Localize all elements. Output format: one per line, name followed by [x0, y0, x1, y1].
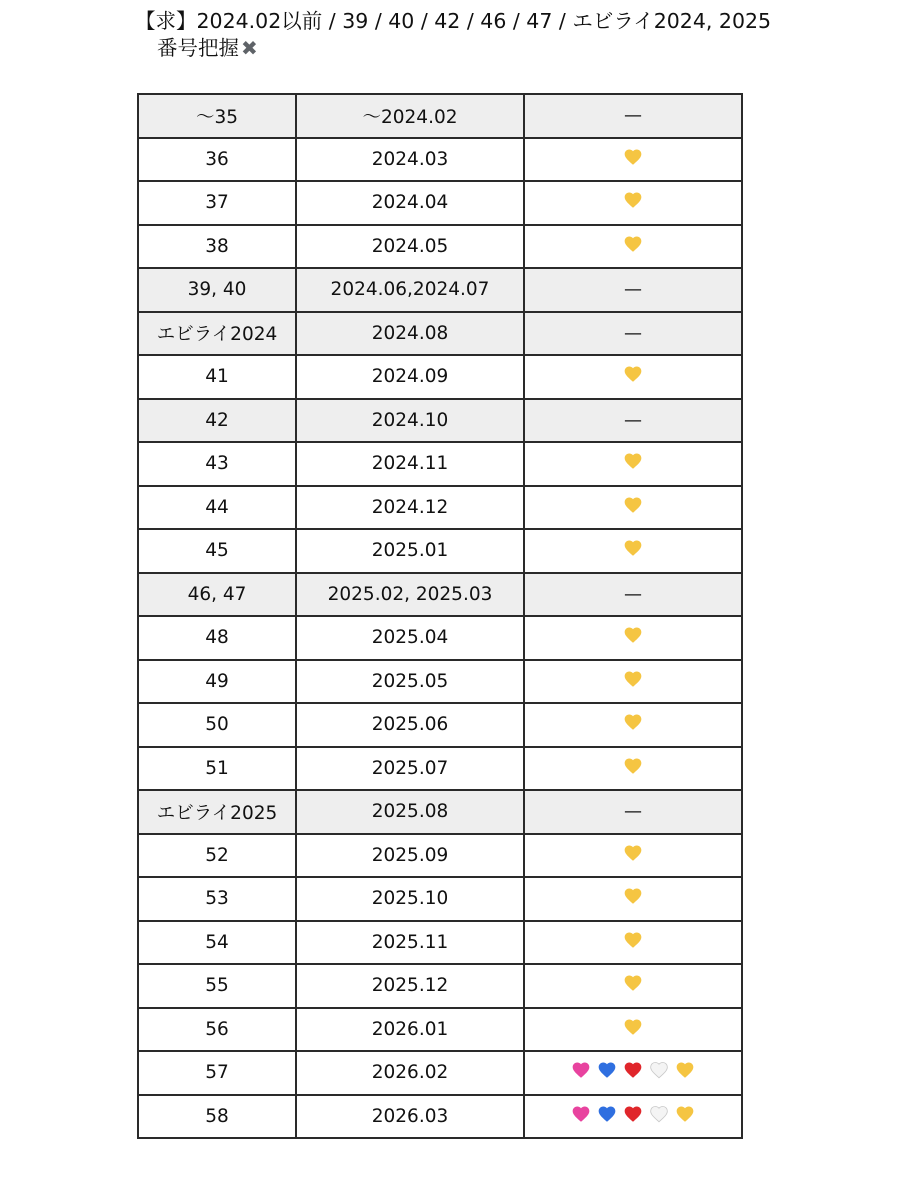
- hearts-group: [623, 625, 643, 645]
- table-row: [138, 225, 742, 269]
- dash-mark: —: [624, 409, 642, 431]
- cell-date: 2024.12: [296, 486, 524, 530]
- cell-status: [524, 834, 742, 878]
- cell-status: [524, 225, 742, 269]
- hearts-group: [623, 495, 643, 515]
- cell-date: 2025.01: [296, 529, 524, 573]
- cell-status: [524, 312, 742, 356]
- cell-status: [524, 529, 742, 573]
- table-row: [138, 834, 742, 878]
- dash-mark: —: [624, 583, 642, 605]
- cell-date: 2025.11: [296, 921, 524, 965]
- cell-date: 2024.03: [296, 138, 524, 182]
- cell-date: 2025.12: [296, 964, 524, 1008]
- cell-date: 2026.02: [296, 1051, 524, 1095]
- hearts-group: [623, 930, 643, 950]
- cell-number: 51: [138, 747, 296, 791]
- post-header: [135, 8, 875, 62]
- cell-status: [524, 355, 742, 399]
- cell-date: 〜2024.02: [296, 94, 524, 138]
- cell-date: 2024.05: [296, 225, 524, 269]
- cell-number: 44: [138, 486, 296, 530]
- table-row: [138, 703, 742, 747]
- hearts-group: [623, 364, 643, 384]
- cell-date: 2024.08: [296, 312, 524, 356]
- cell-date: 2024.11: [296, 442, 524, 486]
- yellow-heart-icon: [623, 1017, 643, 1037]
- collection-table: [137, 93, 743, 1139]
- yellow-heart-icon: [623, 451, 643, 471]
- cell-number: 56: [138, 1008, 296, 1052]
- cell-status: [524, 1051, 742, 1095]
- cell-date: 2025.07: [296, 747, 524, 791]
- cell-number: 49: [138, 660, 296, 704]
- table-row: [138, 573, 742, 617]
- yellow-heart-icon: [623, 756, 643, 776]
- yellow-heart-icon: [623, 538, 643, 558]
- cell-date: 2024.10: [296, 399, 524, 443]
- cell-status: [524, 573, 742, 617]
- yellow-heart-icon: [623, 495, 643, 515]
- cell-number: 58: [138, 1095, 296, 1139]
- table-row: [138, 399, 742, 443]
- yellow-heart-icon: [623, 147, 643, 167]
- cell-date: 2026.03: [296, 1095, 524, 1139]
- cross-mark-icon: ✖: [241, 36, 258, 60]
- cell-status: [524, 1095, 742, 1139]
- blue-heart-icon: [597, 1060, 617, 1080]
- cell-status: [524, 94, 742, 138]
- cell-status: [524, 790, 742, 834]
- table-row: [138, 486, 742, 530]
- table-row: [138, 660, 742, 704]
- cell-status: [524, 747, 742, 791]
- red-heart-icon: [623, 1060, 643, 1080]
- hearts-group: [623, 712, 643, 732]
- cell-date: 2025.08: [296, 790, 524, 834]
- cell-date: 2024.06,2024.07: [296, 268, 524, 312]
- dash-mark: —: [624, 279, 642, 301]
- table-row: [138, 138, 742, 182]
- table-body: [138, 94, 742, 1138]
- cell-number: 41: [138, 355, 296, 399]
- pink-heart-icon: [571, 1060, 591, 1080]
- cell-number: 45: [138, 529, 296, 573]
- hearts-group: [623, 234, 643, 254]
- hearts-group: [623, 669, 643, 689]
- yellow-heart-icon: [623, 234, 643, 254]
- table-row: [138, 1051, 742, 1095]
- cell-status: [524, 442, 742, 486]
- table-row: [138, 355, 742, 399]
- dash-mark: —: [624, 322, 642, 344]
- hearts-group: [571, 1104, 695, 1124]
- hearts-group: [623, 190, 643, 210]
- hearts-group: [571, 1060, 695, 1080]
- table-row: [138, 747, 742, 791]
- cell-status: [524, 877, 742, 921]
- table-row: [138, 268, 742, 312]
- hearts-group: [623, 451, 643, 471]
- dash-mark: —: [624, 105, 642, 127]
- yellow-heart-icon: [675, 1104, 695, 1124]
- yellow-heart-icon: [623, 930, 643, 950]
- table-row: [138, 442, 742, 486]
- white-heart-icon: [649, 1104, 669, 1124]
- yellow-heart-icon: [623, 712, 643, 732]
- cell-number: エビライ2025: [138, 790, 296, 834]
- cell-number: 43: [138, 442, 296, 486]
- cell-status: [524, 921, 742, 965]
- cell-status: [524, 399, 742, 443]
- hearts-group: [623, 1017, 643, 1037]
- cell-date: 2024.09: [296, 355, 524, 399]
- cell-status: [524, 138, 742, 182]
- table-row: [138, 964, 742, 1008]
- hearts-group: [623, 147, 643, 167]
- dash-mark: —: [624, 801, 642, 823]
- cell-number: 53: [138, 877, 296, 921]
- cell-number: 50: [138, 703, 296, 747]
- white-heart-icon: [649, 1060, 669, 1080]
- yellow-heart-icon: [623, 190, 643, 210]
- cell-number: 46, 47: [138, 573, 296, 617]
- blue-heart-icon: [597, 1104, 617, 1124]
- cell-status: [524, 181, 742, 225]
- cell-number: 〜35: [138, 94, 296, 138]
- cell-date: 2025.05: [296, 660, 524, 704]
- table-row: [138, 616, 742, 660]
- hearts-group: [623, 973, 643, 993]
- cell-number: 37: [138, 181, 296, 225]
- cell-number: 42: [138, 399, 296, 443]
- cell-number: 48: [138, 616, 296, 660]
- table-row: [138, 877, 742, 921]
- cell-number: 55: [138, 964, 296, 1008]
- table-row: [138, 1008, 742, 1052]
- table-row: [138, 312, 742, 356]
- hearts-group: [623, 538, 643, 558]
- yellow-heart-icon: [623, 886, 643, 906]
- yellow-heart-icon: [675, 1060, 695, 1080]
- pink-heart-icon: [571, 1104, 591, 1124]
- red-heart-icon: [623, 1104, 643, 1124]
- cell-number: 52: [138, 834, 296, 878]
- header-note: 番号把握: [157, 36, 239, 60]
- hearts-group: [623, 756, 643, 776]
- cell-date: 2026.01: [296, 1008, 524, 1052]
- cell-date: 2025.06: [296, 703, 524, 747]
- cell-status: [524, 660, 742, 704]
- cell-number: 38: [138, 225, 296, 269]
- cell-number: 54: [138, 921, 296, 965]
- table-row: [138, 181, 742, 225]
- yellow-heart-icon: [623, 364, 643, 384]
- cell-status: [524, 964, 742, 1008]
- yellow-heart-icon: [623, 669, 643, 689]
- cell-date: 2025.04: [296, 616, 524, 660]
- cell-date: 2024.04: [296, 181, 524, 225]
- cell-status: [524, 703, 742, 747]
- cell-status: [524, 486, 742, 530]
- cell-date: 2025.02, 2025.03: [296, 573, 524, 617]
- cell-number: 57: [138, 1051, 296, 1095]
- cell-status: [524, 1008, 742, 1052]
- table-row: [138, 790, 742, 834]
- cell-status: [524, 268, 742, 312]
- table-row: [138, 921, 742, 965]
- cell-date: 2025.10: [296, 877, 524, 921]
- cell-status: [524, 616, 742, 660]
- header-line-1: 【求】2024.02以前 / 39 / 40 / 42 / 46 / 47 / エビライ2024, 2025: [135, 9, 772, 33]
- yellow-heart-icon: [623, 843, 643, 863]
- yellow-heart-icon: [623, 973, 643, 993]
- hearts-group: [623, 843, 643, 863]
- cell-number: エビライ2024: [138, 312, 296, 356]
- cell-date: 2025.09: [296, 834, 524, 878]
- cell-number: 39, 40: [138, 268, 296, 312]
- header-line-2: [135, 35, 875, 62]
- table-row: [138, 94, 742, 138]
- table-row: [138, 1095, 742, 1139]
- table-row: [138, 529, 742, 573]
- hearts-group: [623, 886, 643, 906]
- cell-number: 36: [138, 138, 296, 182]
- yellow-heart-icon: [623, 625, 643, 645]
